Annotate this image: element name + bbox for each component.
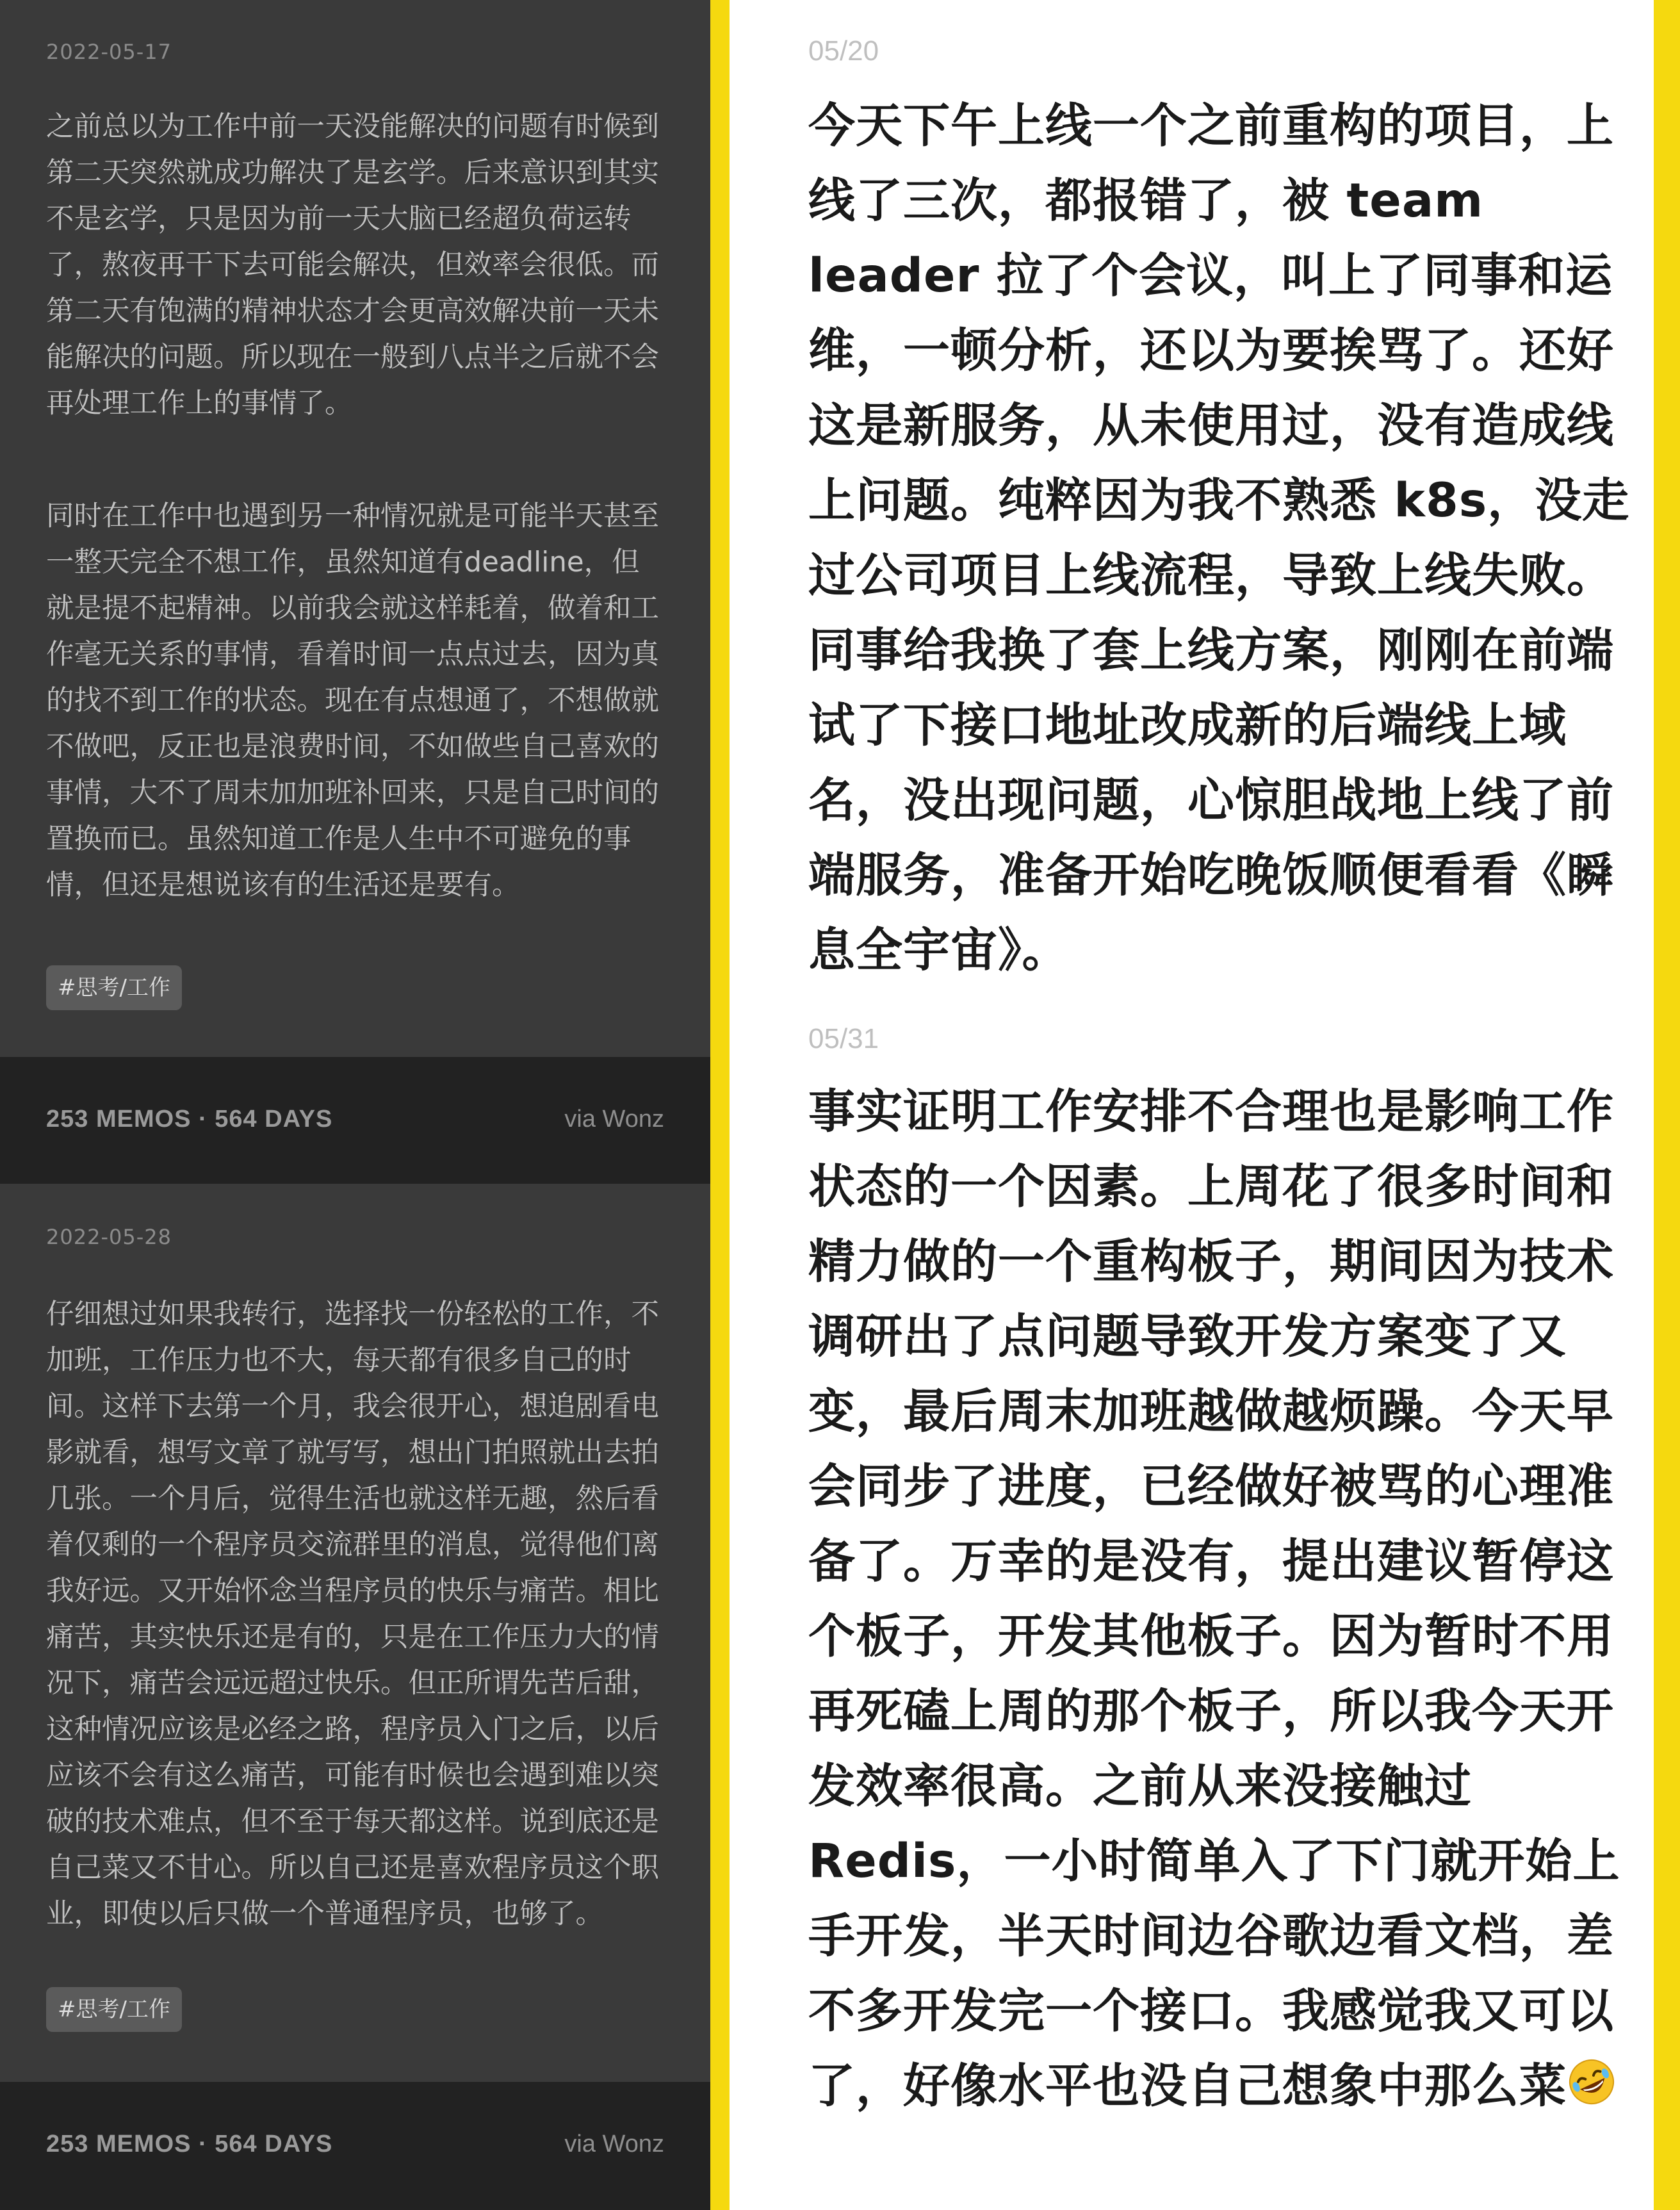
entry-date: 05/31 [808,1023,879,1054]
memo-stats: 253 MEMOS · 564 DAYS [46,2131,333,2157]
memo-tag[interactable]: #思考/工作 [46,965,182,1010]
memo-paragraph: 仔细想过如果我转行，选择找一份轻松的工作，不加班，工作压力也不大，每天都有很多自己的时间。这样下去第一个月，我会很开心，想追剧看电影就看，想写文章了就写写，想出门拍照就出去拍几张。一个月后，觉得生活也就这样无趣，然后看着仅剩的一个程序员交流群里的消息，觉得他们离我好远。又开始怀念当程序员的快乐与痛苦。相比痛苦，其实快乐还是有的，只是在工作压力大的情况下，痛苦会远远超过快乐。但正所谓先苦后甜，这种情况应该是必经之路，程序员入门之后，以后应该不会有这么痛苦，可能有时候也会遇到难以突破的技术难点，但不至于每天都这样。说到底还是自己菜又不甘心。所以自己还是喜欢程序员这个职业，即使以后只做一个普通程序员，也够了。 [46,1298,659,1930]
memo-card [0,1184,710,2082]
diary-paper [730,0,1654,2210]
memo-paragraph: 同时在工作中也遇到另一种情况就是可能半天甚至一整天完全不想工作，虽然知道有deadline，但就是提不起精神。以前我会就这样耗着，做着和工作毫无关系的事情，看着时间一点点过去，因为真的找不到工作的状态。现在有点想通了，不想做就不做吧，反正也是浪费时间，不如做些自己喜欢的事情，大不了周末加加班补回来，只是自己时间的置换而已。虽然知道工作是人生中不可避免的事情，但还是想说该有的生活还是要有。 [46,500,659,901]
diary-entry [808,1074,1635,2124]
diary-frame [710,0,1680,2210]
memo-tag[interactable]: #思考/工作 [46,1987,182,2032]
diary-entry-text: 事实证明工作安排不合理也是影响工作状态的一个因素。上周花了很多时间和精力做的一个重构板子，期间因为技术调研出了点问题导致开发方案变了又变，最后周末加班越做越烦躁。今天早会同步了进度，已经做好被骂的心理准备了。万幸的是没有，提出建议暂停这个板子，开发其他板子。因为暂时不用再死磕上周的那个板子，所以我今天开发效率很高。之前从来没接触过 Redis，一小时简单入了下门就开始上手开发，半天时间边谷歌边看文档，差不多开发完一个接口。我感觉我又可以了，好像水平也没自己想象中那么菜 [808,1085,1620,2113]
memo-footer [0,2082,710,2210]
memo-via: via Wonz [564,2131,664,2157]
memo-date: 2022-05-28 [46,1225,172,1249]
memo-stats: 253 MEMOS · 564 DAYS [46,1106,333,1133]
memo-footer [0,1057,710,1184]
diary-entry [808,88,1635,988]
memos-column [0,0,710,2210]
diary-entry-text: 今天下午上线一个之前重构的项目，上线了三次，都报错了，被 team leader 拉了个会议，叫上了同事和运维，一顿分析，还以为要挨骂了。还好这是新服务，从未使用过，没有造成线上问题。纯粹因为我不熟悉 k8s，没走过公司项目上线流程，导致上线失败。同事给我换了套上线方案，刚刚在前端试了下接口地址改成新的后端线上域名，没出现问题，心惊胆战地上线了前端服务，准备开始吃晚饭顺便看看《瞬息全宇宙》。 [808,99,1630,978]
memo-card [0,0,710,1057]
entry-date: 05/20 [808,35,879,67]
memo-paragraph: 之前总以为工作中前一天没能解决的问题有时候到第二天突然就成功解决了是玄学。后来意识到其实不是玄学，只是因为前一天大脑已经超负荷运转了，熬夜再干下去可能会解决，但效率会很低。而第二天有饱满的精神状态才会更高效解决前一天未能解决的问题。所以现在一般到八点半之后就不会再处理工作上的事情了。 [46,111,659,420]
memo-date: 2022-05-17 [46,40,172,64]
rolling-on-floor-laughing-emoji-icon [1567,2054,1617,2104]
memo-via: via Wonz [564,1106,664,1133]
